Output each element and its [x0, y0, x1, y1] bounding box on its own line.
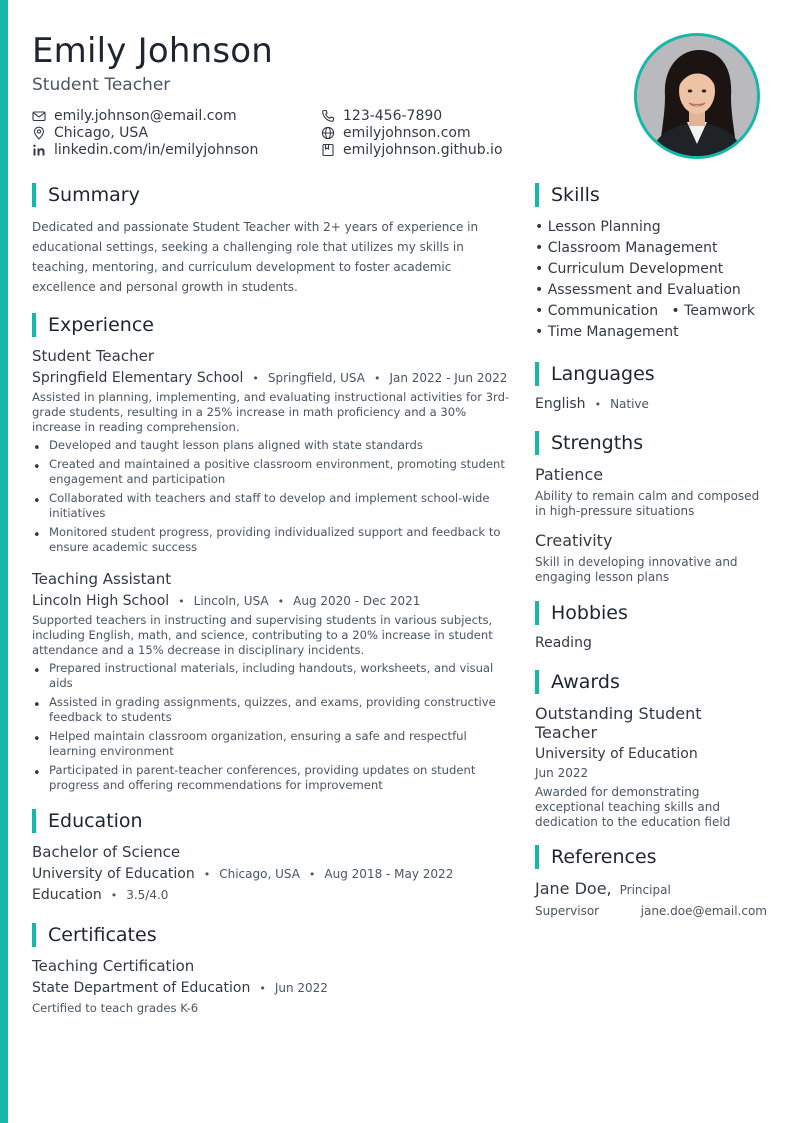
separator-dot: • — [373, 372, 381, 385]
heading-accent — [32, 923, 36, 947]
skill-label: Assessment and Evaluation — [547, 282, 741, 298]
separator-dot: • — [252, 372, 259, 385]
awards-section — [535, 670, 767, 830]
award-issuer: University of Education — [535, 746, 698, 762]
hobbies-heading — [535, 601, 767, 625]
language-level: Native — [610, 397, 649, 411]
linkedin-text: linkedin.com/in/emilyjohnson — [54, 142, 259, 158]
strength-name: Patience — [535, 465, 604, 484]
job-entry — [32, 570, 512, 793]
separator-dot: • — [203, 868, 211, 881]
references-heading-text: References — [551, 846, 657, 868]
resume-page — [32, 0, 767, 1123]
certificates-heading — [32, 923, 512, 947]
strengths-heading — [535, 431, 767, 455]
strength-name: Creativity — [535, 531, 613, 550]
education-field: Education — [32, 887, 102, 903]
hobbies-heading-text: Hobbies — [551, 602, 628, 624]
education-location: Chicago, USA — [219, 867, 300, 881]
certificate-meta — [32, 980, 512, 996]
separator-dot: • — [259, 982, 266, 995]
reference-email[interactable]: jane.doe@email.com — [640, 904, 767, 918]
strength-description: Skill in developing innovative and engaging lesson plans — [535, 555, 738, 584]
award-description: Awarded for demonstrating exceptional teaching skills and dedication to the education field — [535, 785, 731, 829]
separator-dot: • — [594, 398, 602, 411]
job-org: Springfield Elementary School — [32, 370, 244, 386]
job-dates: Jan 2022 - Jun 2022 — [389, 371, 508, 385]
heading-accent — [32, 313, 36, 337]
linkedin-icon — [32, 143, 46, 157]
job-title: Teaching Assistant — [32, 570, 172, 588]
profile-photo — [634, 33, 760, 159]
reference-relation: Supervisor — [535, 904, 600, 918]
languages-heading-text: Languages — [551, 363, 655, 385]
awards-heading-text: Awards — [551, 671, 620, 693]
phone-icon — [321, 109, 335, 123]
contact-email[interactable] — [32, 108, 237, 124]
certificate-issuer: State Department of Education — [32, 980, 251, 996]
list-item: • Communication • Teamwork — [535, 303, 756, 319]
skill-label: Lesson Planning — [547, 219, 661, 235]
strength-description: Ability to remain calm and composed in high-pressure situations — [535, 489, 760, 518]
job-meta — [32, 370, 512, 386]
education-dates: Aug 2018 - May 2022 — [324, 867, 454, 881]
skill-label: Communication — [547, 303, 659, 319]
education-heading — [32, 809, 512, 833]
heading-accent — [32, 809, 36, 833]
list-item: • Prepared instructional materials, including handouts, worksheets, and visual aids — [32, 661, 512, 691]
experience-heading — [32, 313, 512, 337]
email-text: emily.johnson@email.com — [54, 108, 237, 124]
separator-dot: • — [308, 868, 316, 881]
heading-accent — [535, 601, 539, 625]
job-dates: Aug 2020 - Dec 2021 — [293, 594, 421, 608]
certificates-heading-text: Certificates — [48, 924, 157, 946]
job-entry — [32, 347, 512, 555]
skill-label: Teamwork — [684, 303, 756, 319]
accent-bar — [0, 0, 8, 1123]
institution: University of Education — [32, 866, 195, 882]
github-icon — [321, 143, 335, 157]
github-text: emilyjohnson.github.io — [343, 142, 503, 158]
skills-heading-text: Skills — [551, 184, 600, 206]
job-location: Springfield, USA — [267, 371, 365, 385]
right-column — [535, 183, 767, 919]
reference-position: Principal — [619, 883, 671, 897]
strengths-section — [535, 431, 767, 585]
job-org: Lincoln High School — [32, 593, 170, 609]
heading-accent — [535, 362, 539, 386]
heading-accent — [535, 183, 539, 207]
separator-dot: • — [277, 595, 285, 608]
award-date: Jun 2022 — [535, 766, 589, 780]
job-location: Lincoln, USA — [193, 594, 269, 608]
candidate-title: Student Teacher — [32, 75, 171, 95]
skills-list — [535, 217, 767, 343]
list-item: • Classroom Management — [535, 240, 718, 256]
contact-website[interactable] — [321, 125, 471, 141]
list-item: • Created and maintained a positive classroom environment, promoting student engagement and participation — [32, 457, 512, 487]
list-item: • Assisted in grading assignments, quizzes, and exams, providing constructive feedback to students — [32, 695, 512, 725]
certificate-name: Teaching Certification — [32, 957, 195, 975]
skills-heading — [535, 183, 767, 207]
experience-section — [32, 313, 512, 793]
references-heading — [535, 845, 767, 869]
list-item: • Lesson Planning — [535, 219, 661, 235]
job-bullets — [32, 438, 512, 555]
list-item: • Developed and taught lesson plans aligned with state standards — [32, 438, 512, 453]
strengths-heading-text: Strengths — [551, 432, 644, 454]
language-name: English — [535, 396, 586, 412]
job-bullets — [32, 661, 512, 793]
list-item: • Helped maintain classroom organization, ensuring a safe and respectful learning environment — [32, 729, 512, 759]
certificates-section — [32, 923, 512, 1016]
education-meta — [32, 866, 512, 882]
list-item: • Participated in parent-teacher conferences, providing updates on student progress and offering recommendations for improvement — [32, 763, 512, 793]
hobbies-section — [535, 601, 767, 651]
envelope-icon — [32, 109, 46, 123]
references-section — [535, 845, 767, 919]
phone-text: 123-456-7890 — [343, 108, 443, 124]
award-name: Outstanding Student Teacher — [535, 704, 702, 742]
separator-dot: • — [178, 595, 185, 608]
heading-accent — [32, 183, 36, 207]
separator-dot: • — [110, 889, 118, 902]
left-column — [32, 183, 512, 1016]
contact-phone[interactable] — [321, 108, 442, 124]
education-section — [32, 809, 512, 903]
summary-text: Dedicated and passionate Student Teacher with 2+ years of experience in educational settings, seeking a challenging role that utilizes my skills in teaching, mentoring, and curriculum development to foster academic excellence and personal growth in students. — [32, 220, 479, 294]
certificate-description: Certified to teach grades K-6 — [32, 1001, 199, 1015]
location-text: Chicago, USA — [54, 125, 149, 141]
list-item: • Assessment and Evaluation — [535, 282, 741, 298]
awards-heading — [535, 670, 767, 694]
skills-section — [535, 183, 767, 343]
heading-accent — [535, 845, 539, 869]
job-title: Student Teacher — [32, 347, 154, 365]
list-item: • Curriculum Development — [535, 261, 724, 277]
gpa: 3.5/4.0 — [126, 888, 169, 902]
globe-icon — [321, 126, 335, 140]
heading-accent — [535, 431, 539, 455]
summary-heading — [32, 183, 512, 207]
languages-section — [535, 362, 767, 412]
contact-github[interactable] — [321, 142, 503, 158]
map-pin-icon — [32, 126, 46, 140]
reference-name: Jane Doe, — [535, 879, 612, 898]
contact-linkedin[interactable] — [32, 142, 258, 158]
contact-location — [32, 125, 148, 141]
degree: Bachelor of Science — [32, 843, 181, 861]
skill-label: Curriculum Development — [547, 261, 724, 277]
language-row — [535, 396, 767, 412]
skill-label: Classroom Management — [547, 240, 718, 256]
summary-heading-text: Summary — [48, 184, 140, 206]
list-item: • Time Management — [535, 324, 679, 340]
reference-details-row — [535, 904, 767, 919]
languages-heading — [535, 362, 767, 386]
heading-accent — [535, 670, 539, 694]
skill-label: Time Management — [547, 324, 679, 340]
certificate-date: Jun 2022 — [274, 981, 328, 995]
list-item: • Collaborated with teachers and staff to develop and implement school-wide initiatives — [32, 491, 512, 521]
website-text: emilyjohnson.com — [343, 125, 471, 141]
job-description: Assisted in planning, implementing, and evaluating instructional activities for 3rd-grade students, resulting in a 25% increase in math proficiency and a 30% increase in reading comprehension. — [32, 390, 510, 434]
list-item: • Monitored student progress, providing individualized support and feedback to ensure academic success — [32, 525, 512, 555]
summary-section — [32, 183, 512, 297]
job-meta — [32, 593, 512, 609]
education-heading-text: Education — [48, 810, 143, 832]
education-field-row — [32, 887, 512, 903]
hobby-item: Reading — [535, 635, 592, 651]
reference-name-row — [535, 879, 767, 898]
candidate-name: Emily Johnson — [32, 31, 274, 71]
experience-heading-text: Experience — [48, 314, 154, 336]
job-description: Supported teachers in instructing and supervising students in various subjects, including English, math, and science, contributing to a 20% increase in student attendance and a 15% decrease in disciplinary incidents. — [32, 613, 493, 657]
